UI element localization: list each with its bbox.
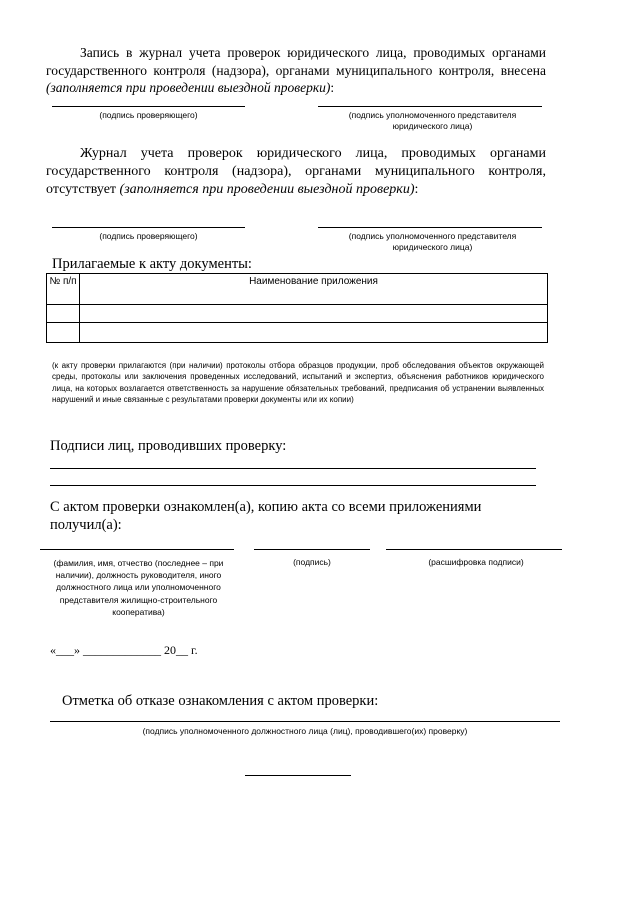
table-cell-name [80, 305, 548, 323]
journal-absent-paragraph [46, 145, 546, 199]
attachments-note: (к акту проверки прилагаются (при наличии) протоколы отбора образцов продукции, проб обследования объектов окружающей среды, протоколы или заключения проведенных исследований, испытаний и экспертиз, объяснения работников юридического лица, на которых возлагается ответственность за нарушение обязательных требований, предписания об устранении выявленных нарушений и иные связанные с результатами проверки документы или их копии) [52, 361, 544, 404]
acquainted-decode-caption: (расшифровка подписи) [428, 557, 524, 567]
closing-rule [245, 775, 351, 776]
refusal-heading: Отметка об отказе ознакомления с актом проверки: [62, 693, 379, 709]
table-row [47, 305, 548, 323]
journal-entry-note: (заполняется при проведении выездной проверки) [46, 80, 331, 95]
attachments-heading: Прилагаемые к акту документы: [52, 256, 252, 272]
acquainted-fio-caption: (фамилия, имя, отчество (последнее – при наличии), должность руководителя, иного должностного лица или уполномоченного представителя жилищно-строительного кооператива) [53, 558, 224, 617]
journal-absent-sign-line-left [52, 227, 245, 228]
table-cell-name [80, 323, 548, 343]
acquainted-fio-line [40, 549, 234, 550]
col-num-header: № п/п [47, 274, 80, 305]
col-name-header: Наименование приложения [80, 274, 548, 305]
journal-entry-trail: : [330, 80, 335, 95]
journal-absent-note: (заполняется при проведении выездной проверки) [119, 182, 415, 197]
journal-absent-sign-line-right [318, 227, 542, 228]
attachments-table [46, 273, 548, 343]
journal-absent-text: Журнал учета проверок юридического лица, проводимых органами государственного контроля (надзора), органами муниципального контроля, отсутствует [46, 146, 546, 197]
table-cell-num [47, 323, 80, 343]
refusal-sign-caption: (подпись уполномоченного должностного лица (лиц), проводившего(их) проверку) [142, 726, 468, 736]
journal-entry-paragraph [46, 44, 546, 97]
inspectors-sign-line-1 [50, 468, 536, 469]
journal-absent-trail: : [414, 182, 419, 197]
attachments-table-header [47, 274, 548, 305]
table-cell-num [47, 305, 80, 323]
acquainted-decode-line [386, 549, 562, 550]
journal-entry-sign-right: (подпись уполномоченного представителя юридического лица) [348, 110, 517, 131]
journal-entry-sign-line-left [52, 106, 245, 107]
journal-absent-sign-right: (подпись уполномоченного представителя юридического лица) [348, 231, 517, 252]
refusal-sign-line [50, 721, 560, 722]
journal-entry-text: Запись в журнал учета проверок юридического лица, проводимых органами государственного контроля (надзора), органами муниципального контроля, внесена [46, 45, 546, 78]
inspectors-heading: Подписи лиц, проводивших проверку: [50, 438, 287, 454]
acquainted-sign-caption: (подпись) [293, 557, 331, 567]
table-row [47, 323, 548, 343]
acquainted-heading: С актом проверки ознакомлен(а), копию акта со всеми приложениями получил(а): [50, 499, 482, 533]
journal-absent-sign-left: (подпись проверяющего) [99, 231, 198, 241]
journal-entry-sign-left: (подпись проверяющего) [99, 110, 198, 120]
journal-entry-sign-line-right [318, 106, 542, 107]
acquainted-date-line: «___» _____________ 20__ г. [50, 643, 198, 657]
inspectors-sign-line-2 [50, 485, 536, 486]
acquainted-sign-line [254, 549, 370, 550]
